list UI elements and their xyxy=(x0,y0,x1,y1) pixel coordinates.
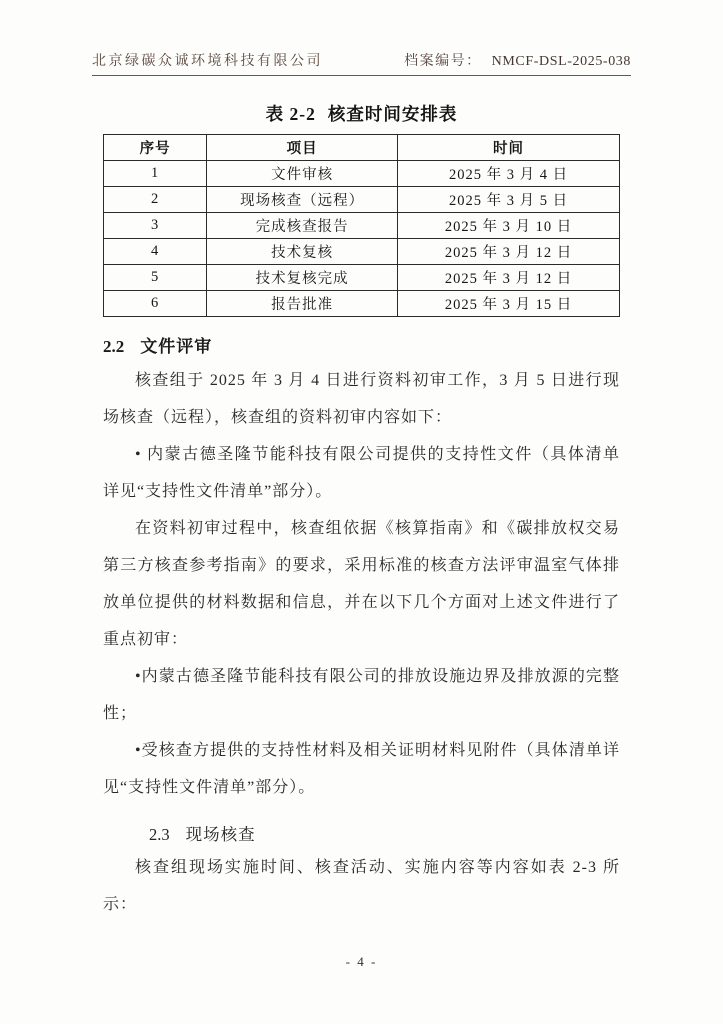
table-row xyxy=(104,239,620,265)
archive-number-block xyxy=(404,50,631,70)
table-row xyxy=(104,161,620,187)
paragraph: 核查组于 2025 年 3 月 4 日进行资料初审工作，3 月 5 日进行现场核查（远程），核查组的资料初审内容如下： xyxy=(103,372,620,426)
cell-seq: 5 xyxy=(104,265,207,291)
col-header-item: 项目 xyxy=(207,135,398,161)
paragraph: 在资料初审过程中，核查组依据《核算指南》和《碳排放权交易第三方核查参考指南》的要求，采用标准的核查方法评审温室气体排放单位提供的材料数据和信息，并在以下几个方面对上述文件进行了重点初审： xyxy=(103,520,620,648)
cell-time: 2025 年 3 月 12 日 xyxy=(398,239,620,265)
section-number: 2.3 xyxy=(149,825,170,844)
table-row xyxy=(104,213,620,239)
section-title: 文件评审 xyxy=(140,337,213,356)
cell-seq: 1 xyxy=(104,161,207,187)
cell-seq: 2 xyxy=(104,187,207,213)
cell-item: 文件审核 xyxy=(207,161,398,187)
section-title: 现场核查 xyxy=(185,825,256,844)
cell-item: 技术复核 xyxy=(207,239,398,265)
table-row xyxy=(104,291,620,317)
cell-seq: 6 xyxy=(104,291,207,317)
cell-item: 报告批准 xyxy=(207,291,398,317)
bullet-item: •受核查方提供的支持性材料及相关证明材料见附件（具体清单详见“支持性文件清单”部分）。 xyxy=(103,742,620,796)
col-header-time: 时间 xyxy=(398,135,620,161)
cell-time: 2025 年 3 月 12 日 xyxy=(398,265,620,291)
cell-time: 2025 年 3 月 15 日 xyxy=(398,291,620,317)
table-title-text: 核查时间安排表 xyxy=(327,104,458,124)
section-heading-2-2 xyxy=(103,332,620,357)
bullet-item: • 内蒙古德圣隆节能科技有限公司提供的支持性文件（具体清单详见“支持性文件清单”部分）。 xyxy=(103,446,620,500)
archive-label: 档案编号： xyxy=(404,54,482,69)
company-name: 北京绿碳众诚环境科技有限公司 xyxy=(92,54,323,69)
cell-time: 2025 年 3 月 4 日 xyxy=(398,161,620,187)
cell-seq: 4 xyxy=(104,239,207,265)
col-header-seq: 序号 xyxy=(104,135,207,161)
cell-time: 2025 年 3 月 10 日 xyxy=(398,213,620,239)
table-title xyxy=(103,101,620,126)
table-header-row xyxy=(104,135,620,161)
table-row xyxy=(104,187,620,213)
paragraph: 核查组现场实施时间、核查活动、实施内容等内容如表 2-3 所示： xyxy=(103,859,620,913)
cell-item: 完成核查报告 xyxy=(207,213,398,239)
cell-seq: 3 xyxy=(104,213,207,239)
verification-schedule-table xyxy=(103,134,620,317)
bullet-item: •内蒙古德圣隆节能科技有限公司的排放设施边界及排放源的完整性； xyxy=(103,668,620,722)
page-number: - 4 - xyxy=(345,954,378,969)
cell-item: 现场核查（远程） xyxy=(207,187,398,213)
cell-item: 技术复核完成 xyxy=(207,265,398,291)
table-label: 表 2-2 xyxy=(265,104,316,124)
table-row xyxy=(104,265,620,291)
page-header xyxy=(92,50,631,76)
archive-number: NMCF-DSL-2025-038 xyxy=(491,54,631,69)
section-heading-2-3 xyxy=(103,821,620,845)
cell-time: 2025 年 3 月 5 日 xyxy=(398,187,620,213)
section-number: 2.2 xyxy=(103,337,125,356)
